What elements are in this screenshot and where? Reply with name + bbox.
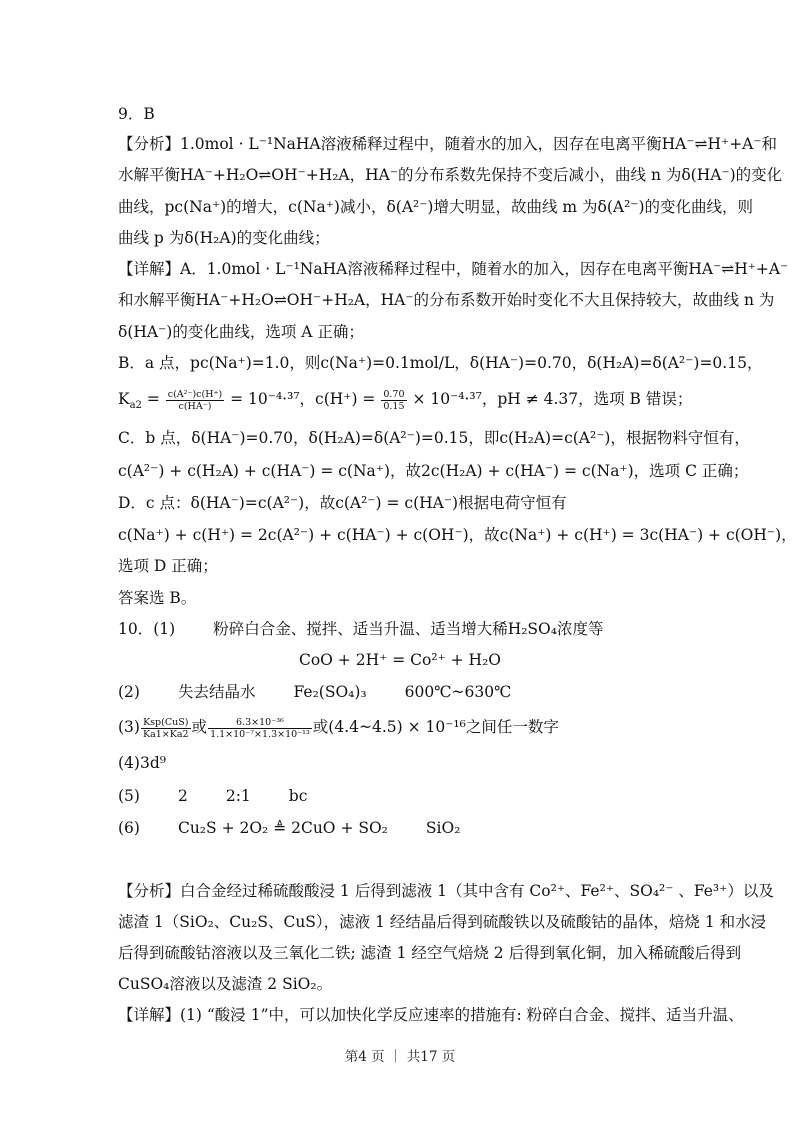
q9-option-d-line-1: D．c 点：δ(HA⁻)=c(A²⁻)，故c(A²⁻) = c(HA⁻)根据电荷守恒有 — [118, 494, 567, 512]
q10-analysis-line-2: 滤渣 1（SiO₂、Cu₂S、CuS），滤液 1 经结晶后得到硫酸铁以及硫酸钴的晶体，焙烧 1 和水浸 — [118, 913, 767, 931]
q10-part-2-answer-1: 失去结晶水 — [177, 683, 256, 701]
q10-analysis-line-1: 【分析】白合金经过稀硫酸酸浸 1 后得到滤液 1（其中含有 Co²⁺、Fe²⁺、SO₄²⁻ 、Fe³⁺）以及 — [118, 882, 774, 900]
q10-part-6-label: (6) — [118, 819, 140, 837]
page-footer: 第4 页 ｜ 共17 页 — [344, 1049, 456, 1065]
ka-tail-text: × 10⁻⁴·³⁷，pH ≠ 4.37，选项 B 错误； — [407, 390, 693, 408]
ka-equals: = — [141, 390, 165, 408]
q10-analysis-line-3: 后得到硫酸钴溶液以及三氧化二铁; 滤渣 1 经空气焙烧 2 后得到氧化铜，加入稀硫酸后得到 — [118, 944, 742, 962]
numeric-fraction — [208, 717, 312, 740]
ka-symbol: K — [118, 390, 130, 408]
q9-option-b-line-1: B．a 点，pc(Na⁺)=1.0，则c(Na⁺)=0.1mol/L，δ(HA⁻)=0.70，δ(H₂A)=δ(A²⁻)=0.15， — [118, 354, 763, 372]
q9-detail-line-3: δ(HA⁻)的变化曲线，选项 A 正确； — [118, 323, 364, 341]
q10-part-3-tail: 或(4.4~4.5) × 10⁻¹⁶之间任一数字 — [312, 718, 559, 736]
ksp-fraction-denominator: Ka1×Ka2 — [142, 728, 189, 740]
q10-part-3-label: (3) — [118, 718, 140, 736]
q10-part-1-label: 10．(1) — [118, 620, 176, 638]
h-ion-fraction-numerator: 0.70 — [383, 388, 405, 400]
q10-part-5-answer-3: bc — [288, 787, 308, 805]
numeric-fraction-numerator: 6.3×10⁻³⁶ — [208, 717, 312, 729]
q9-detail-line-2: 和水解平衡HA⁻+H₂O⇌OH⁻+H₂A，HA⁻的分布系数开始时变化不大且保持较大，故曲线 n 为 — [118, 291, 775, 309]
q9-analysis-line-3: 曲线，pc(Na⁺)的增大，c(Na⁺)减小，δ(A²⁻)增大明显，故曲线 m 为δ(A²⁻)的变化曲线，则 — [118, 198, 754, 216]
q10-part-5 — [118, 785, 692, 807]
q9-analysis-line-4: 曲线 p 为δ(H₂A)的变化曲线； — [118, 229, 330, 247]
ksp-fraction-numerator: Ksp(CuS) — [141, 717, 191, 729]
q9-analysis-line-2: 水解平衡HA⁻+H₂O⇌OH⁻+H₂A，HA⁻的分布系数先保持不变后减小，曲线 n 为δ(HA⁻)的变化 — [118, 166, 783, 184]
q9-final-answer: 答案选 B。 — [118, 589, 197, 607]
h-ion-fraction — [381, 389, 406, 412]
q10-part-2 — [118, 681, 692, 703]
q9-detail-line-1: 【详解】A．1.0mol · L⁻¹NaHA溶液稀释过程中，随着水的加入，因存在电离平衡HA⁻⇌H⁺+A⁻ — [118, 260, 789, 278]
q10-part-3-or: 或 — [191, 718, 208, 736]
h-ion-fraction-denominator: 0.15 — [383, 400, 405, 412]
q10-part-2-label: (2) — [118, 683, 140, 701]
ka-fraction-numerator: c(A²⁻)c(H⁺) — [167, 388, 223, 400]
q10-part-6-answer-2: SiO₂ — [425, 819, 461, 837]
ka-subscript: a2 — [129, 400, 142, 412]
q10-part-1-equation: CoO + 2H⁺ = Co²⁺ + H₂O — [298, 651, 501, 669]
q10-part-2-answer-3: 600℃~630℃ — [404, 683, 512, 701]
q9-analysis-line-1: 【分析】1.0mol · L⁻¹NaHA溶液稀释过程中，随着水的加入，因存在电离平衡HA⁻⇌H⁺+A⁻和 — [118, 135, 778, 153]
ka-fraction-denominator: c(HA⁻) — [178, 400, 212, 412]
q9-option-c-line-1: C．b 点，δ(HA⁻)=0.70，δ(H₂A)=δ(A²⁻)=0.15，即c(H₂A)=c(A²⁻)，根据物料守恒有， — [118, 429, 750, 447]
q10-part-5-label: (5) — [118, 787, 140, 805]
q9-option-b-ka-formula — [118, 386, 692, 412]
q10-detail-line-1: 【详解】(1) “酸浸 1”中，可以加快化学反应速率的措施有: 粉碎白合金、搅拌、适当升温、 — [118, 1006, 744, 1024]
q10-part-1-text: 粉碎白合金、搅拌、适当升温、适当增大稀H₂SO₄浓度等 — [213, 620, 604, 638]
q10-part-6-equation: Cu₂S + 2O₂ ≜ 2CuO + SO₂ — [177, 819, 388, 837]
ka-fraction — [166, 389, 224, 412]
ksp-fraction — [141, 717, 191, 740]
q10-part-4: (4)3d⁹ — [118, 754, 166, 772]
q10-part-5-answer-2: 2:1 — [225, 787, 251, 805]
q10-part-1 — [118, 618, 692, 640]
q9-option-c-line-2: c(A²⁻) + c(H₂A) + c(HA⁻) = c(Na⁺)，故2c(H₂A) + c(HA⁻) = c(Na⁺)，选项 C 正确； — [118, 462, 749, 480]
q10-part-6 — [118, 817, 692, 839]
q10-part-5-answer-1: 2 — [177, 787, 188, 805]
q9-option-d-line-2: c(Na⁺) + c(H⁺) = 2c(A²⁻) + c(HA⁻) + c(OH⁻)，故c(Na⁺) + c(H⁺) = 3c(HA⁻) + c(OH⁻)， — [118, 526, 797, 544]
q10-part-2-answer-2: Fe₂(SO₄)₃ — [293, 683, 367, 701]
q9-option-d-line-3: 选项 D 正确； — [118, 557, 218, 575]
q9-answer: 9．B — [118, 105, 155, 123]
q10-part-3 — [118, 712, 692, 742]
ka-middle-text: = 10⁻⁴·³⁷，c(H⁺) = — [225, 390, 381, 408]
numeric-fraction-denominator: 1.1×10⁻⁷×1.3×10⁻¹³ — [210, 728, 310, 740]
q10-analysis-line-4: CuSO₄溶液以及滤渣 2 SiO₂。 — [118, 975, 333, 993]
